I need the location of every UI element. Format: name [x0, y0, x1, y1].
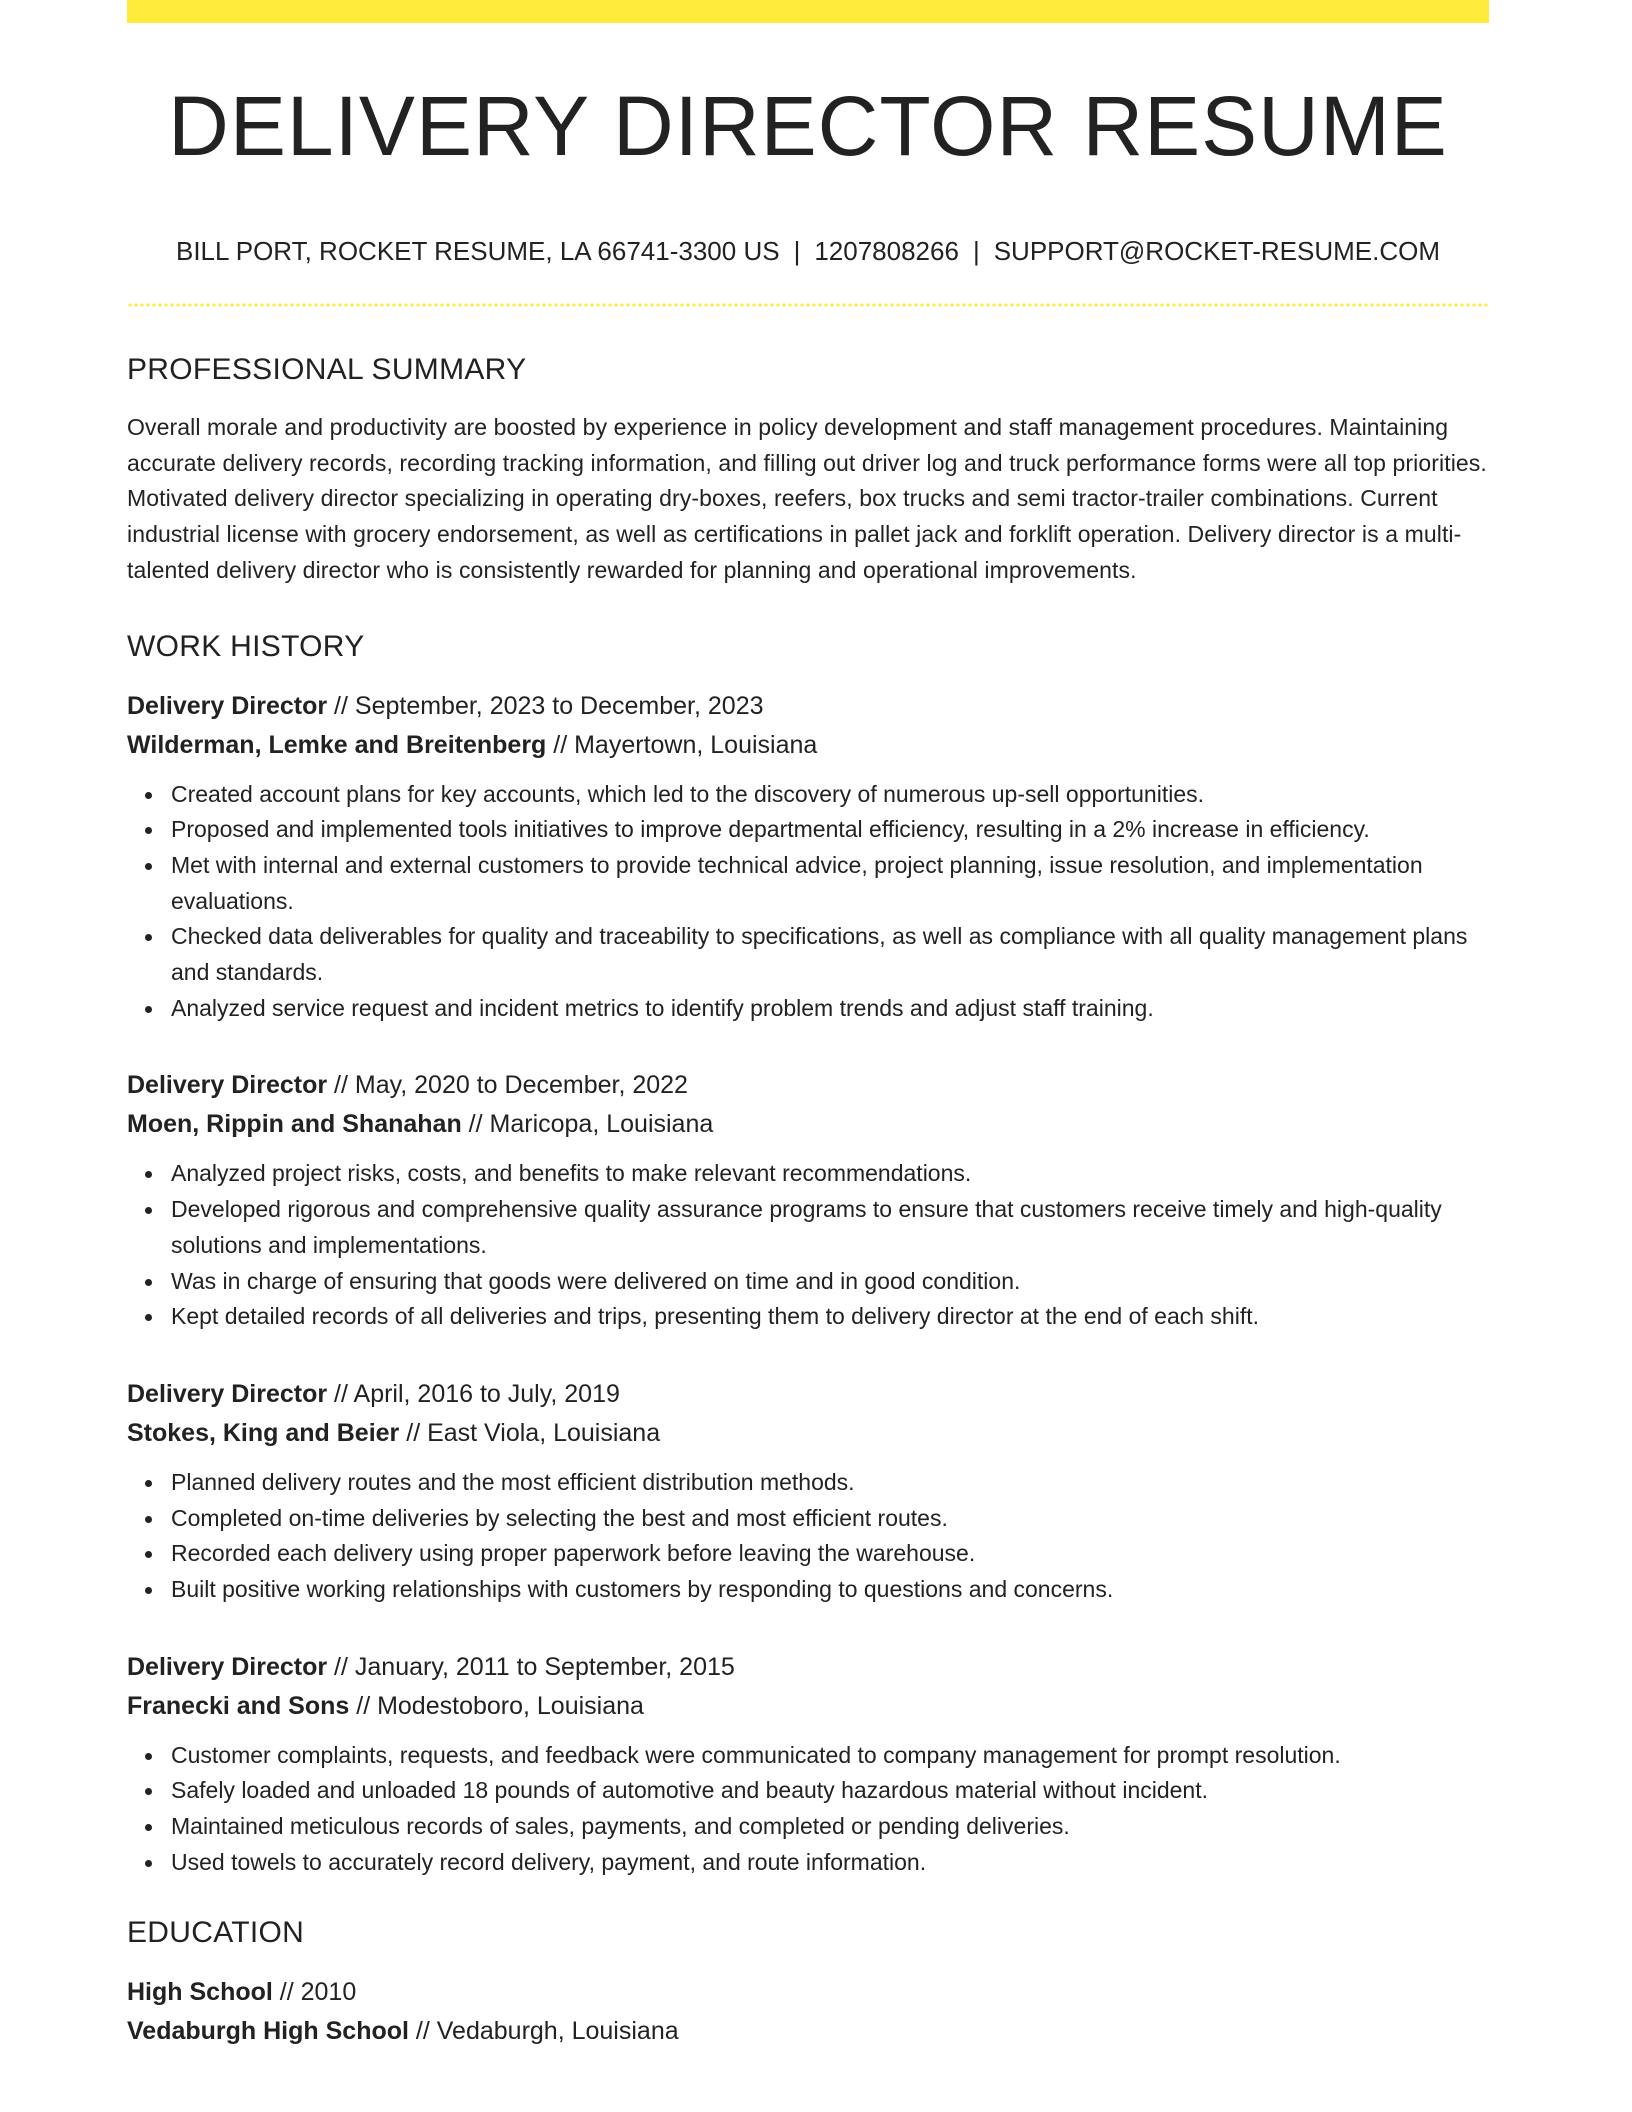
job-entry: [127, 1375, 1489, 1608]
contact-separator: |: [972, 236, 980, 266]
summary-heading: PROFESSIONAL SUMMARY: [127, 353, 527, 386]
bullet-item: Used towels to accurately record delivery, payment, and route information.: [171, 1845, 1489, 1881]
job-location: // East Viola, Louisiana: [399, 1418, 661, 1447]
job-title-line: [127, 1066, 1489, 1105]
job-dates: // January, 2011 to September, 2015: [327, 1652, 735, 1681]
job-company-line: [127, 1105, 1489, 1144]
bullet-item: Kept detailed records of all deliveries and trips, presenting them to delivery director at the end of each shift.: [171, 1299, 1489, 1335]
contact-email: SUPPORT@ROCKET-RESUME.COM: [993, 236, 1440, 266]
bullet-item: Met with internal and external customers to provide technical advice, project planning, issue resolution, and implementation evaluations.: [171, 848, 1489, 919]
bullet-item: Created account plans for key accounts, which led to the discovery of numerous up-sell opportunities.: [171, 777, 1489, 813]
contact-separator: |: [793, 236, 801, 266]
job-dates: // September, 2023 to December, 2023: [327, 691, 764, 720]
job-title: Delivery Director: [127, 1652, 328, 1681]
job-bullets: [127, 1156, 1489, 1335]
contact-line: [127, 236, 1489, 267]
job-title: Delivery Director: [127, 1071, 328, 1100]
education-location: // Vedaburgh, Louisiana: [408, 2016, 679, 2045]
bullet-item: Built positive working relationships with customers by responding to questions and concerns.: [171, 1572, 1489, 1608]
resume-content: [127, 352, 1489, 2051]
bullet-item: Was in charge of ensuring that goods were delivered on time and in good condition.: [171, 1264, 1489, 1300]
bullet-item: Proposed and implemented tools initiatives to improve departmental efficiency, resulting in a 2% increase in efficiency.: [171, 812, 1489, 848]
job-dates: // May, 2020 to December, 2022: [327, 1071, 688, 1100]
job-location: // Mayertown, Louisiana: [546, 730, 818, 759]
job-location: // Modestoboro, Louisiana: [349, 1691, 644, 1720]
top-accent-bar: [127, 0, 1489, 23]
job-company: Franecki and Sons: [127, 1691, 350, 1720]
job-dates: // April, 2016 to July, 2019: [327, 1379, 620, 1408]
work-history-heading: WORK HISTORY: [127, 629, 365, 663]
job-entry: [127, 1066, 1489, 1335]
job-bullets: [127, 1465, 1489, 1608]
job-entry: [127, 687, 1489, 1027]
education-heading: EDUCATION: [127, 1915, 305, 1949]
job-company: Stokes, King and Beier: [127, 1418, 400, 1447]
job-company: Wilderman, Lemke and Breitenberg: [127, 730, 547, 759]
job-company-line: [127, 726, 1489, 765]
bullet-item: Checked data deliverables for quality and traceability to specifications, as well as compliance with all quality management plans and standards.: [171, 919, 1489, 990]
dotted-divider: [127, 303, 1489, 307]
job-company-line: [127, 1414, 1489, 1453]
job-title: Delivery Director: [127, 691, 328, 720]
education-school-line: [127, 2012, 1489, 2051]
job-location: // Maricopa, Louisiana: [461, 1110, 714, 1139]
education-degree-line: [127, 1973, 1489, 2012]
job-title-line: [127, 1375, 1489, 1414]
bullet-item: Developed rigorous and comprehensive quality assurance programs to ensure that customers receive timely and high-quality solutions and implementations.: [171, 1192, 1489, 1263]
bullet-item: Maintained meticulous records of sales, payments, and completed or pending deliveries.: [171, 1809, 1489, 1845]
contact-phone: 1207808266: [814, 236, 959, 266]
education-degree: High School: [127, 1977, 273, 2006]
education-school: Vedaburgh High School: [127, 2016, 409, 2045]
education-year: // 2010: [272, 1977, 357, 2006]
bullet-item: Planned delivery routes and the most efficient distribution methods.: [171, 1465, 1489, 1501]
bullet-item: Safely loaded and unloaded 18 pounds of automotive and beauty hazardous material without incident.: [171, 1773, 1489, 1809]
bullet-item: Recorded each delivery using proper paperwork before leaving the warehouse.: [171, 1536, 1489, 1572]
bullet-item: Customer complaints, requests, and feedback were communicated to company management for prompt resolution.: [171, 1738, 1489, 1774]
job-title-line: [127, 687, 1489, 726]
bullet-item: Completed on-time deliveries by selecting the best and most efficient routes.: [171, 1501, 1489, 1537]
job-title: Delivery Director: [127, 1379, 328, 1408]
resume-title: DELIVERY DIRECTOR RESUME: [168, 79, 1448, 173]
contact-address: BILL PORT, ROCKET RESUME, LA 66741-3300 US: [175, 236, 780, 266]
bullet-item: Analyzed service request and incident metrics to identify problem trends and adjust staff training.: [171, 991, 1489, 1027]
job-title-line: [127, 1648, 1489, 1687]
job-entry: [127, 1648, 1489, 1881]
job-company: Moen, Rippin and Shanahan: [127, 1110, 462, 1139]
job-bullets: [127, 1738, 1489, 1881]
job-company-line: [127, 1687, 1489, 1726]
summary-text: Overall morale and productivity are boosted by experience in policy development and staff management procedures. Maintaining accurate delivery records, recording tracking information, and filling out driver log and truck performance forms were all top priorities. Motivated delivery director specializing in operating dry-boxes, reefers, box trucks and semi tractor-trailer combinations. Current industrial license with grocery endorsement, as well as certifications in pallet jack and forklift operation. Delivery director is a multi-talented delivery director who is consistently rewarded for planning and operational improvements.: [127, 414, 1487, 583]
job-bullets: [127, 777, 1489, 1027]
bullet-item: Analyzed project risks, costs, and benefits to make relevant recommendations.: [171, 1156, 1489, 1192]
